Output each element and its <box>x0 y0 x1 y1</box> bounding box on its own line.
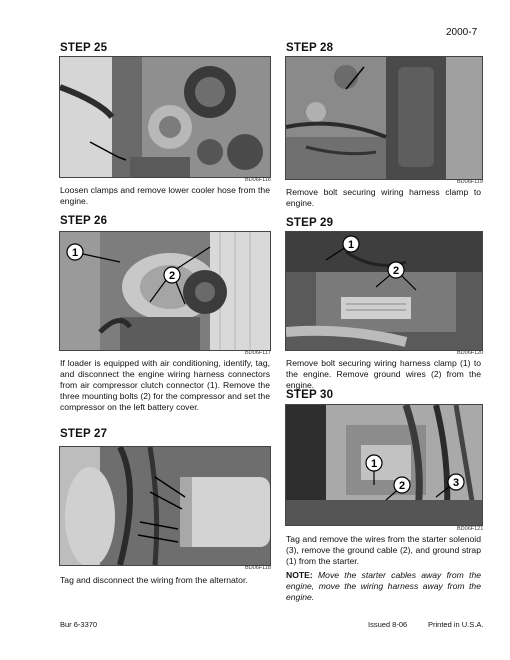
footer-printed: Printed in U.S.A. <box>428 620 484 629</box>
step-29-caption: Remove bolt securing wiring harness clamp (1) to the engine. Remove ground wires (2) from the engine. <box>286 358 481 390</box>
step-26-photo <box>59 231 271 351</box>
step-30-figure-id: BD06F121 <box>457 526 484 532</box>
callout-label: 1 <box>347 239 355 251</box>
step-27-photo <box>59 446 271 566</box>
step-28-caption: Remove bolt securing wiring harness clamp to engine. <box>286 187 481 208</box>
footer-document-id: Bur 6-3370 <box>60 620 98 629</box>
step-26-caption: If loader is equipped with air conditioning, identify, tag, and disconnect the engine wiring harness connectors from air compressor clutch connector (1). Remove the three mounting bolts (2) for the compressor and set the compressor on the left battery cover. <box>60 358 270 412</box>
step-30-caption: Tag and remove the wires from the starter solenoid (3), remove the ground cable (2), and ground strap (1) from the starter. <box>286 534 481 566</box>
step-25-title: STEP 25 <box>60 42 108 54</box>
step-26-title: STEP 26 <box>60 215 108 227</box>
callout-label: 2 <box>168 270 176 282</box>
step-27-caption: Tag and disconnect the wiring from the alternator. <box>60 575 248 585</box>
step-26-figure-id: BD06F117 <box>245 350 271 356</box>
step-29-figure-id: BD06F120 <box>457 350 484 356</box>
step-30-note <box>286 570 481 603</box>
step-30-title: STEP 30 <box>286 389 334 401</box>
step-28-title: STEP 28 <box>286 42 334 54</box>
page-number: 2000-7 <box>446 27 478 38</box>
callout-label: 1 <box>71 247 79 259</box>
step-29-photo <box>285 231 483 351</box>
callout-label: 3 <box>452 477 460 489</box>
step-25-photo <box>59 56 271 178</box>
callout-label: 2 <box>392 265 400 277</box>
step-27-figure-id: BD06F118 <box>245 565 271 571</box>
step-28-photo <box>285 56 483 180</box>
step-30-photo <box>285 404 483 526</box>
callout-label: 1 <box>370 458 378 470</box>
step-27-title: STEP 27 <box>60 428 108 440</box>
step-25-caption: Loosen clamps and remove lower cooler hose from the engine. <box>60 185 270 206</box>
step-28-figure-id: BD06F119 <box>457 179 483 185</box>
note-label: NOTE: <box>286 570 313 580</box>
callout-label: 2 <box>398 480 406 492</box>
footer-issued: Issued 8-06 <box>368 620 408 629</box>
step-29-title: STEP 29 <box>286 217 334 229</box>
note-text: Move the starter cables away from the engine, move the wiring harness away from the engine. <box>286 570 481 602</box>
step-25-figure-id: BD06F116 <box>245 177 271 183</box>
